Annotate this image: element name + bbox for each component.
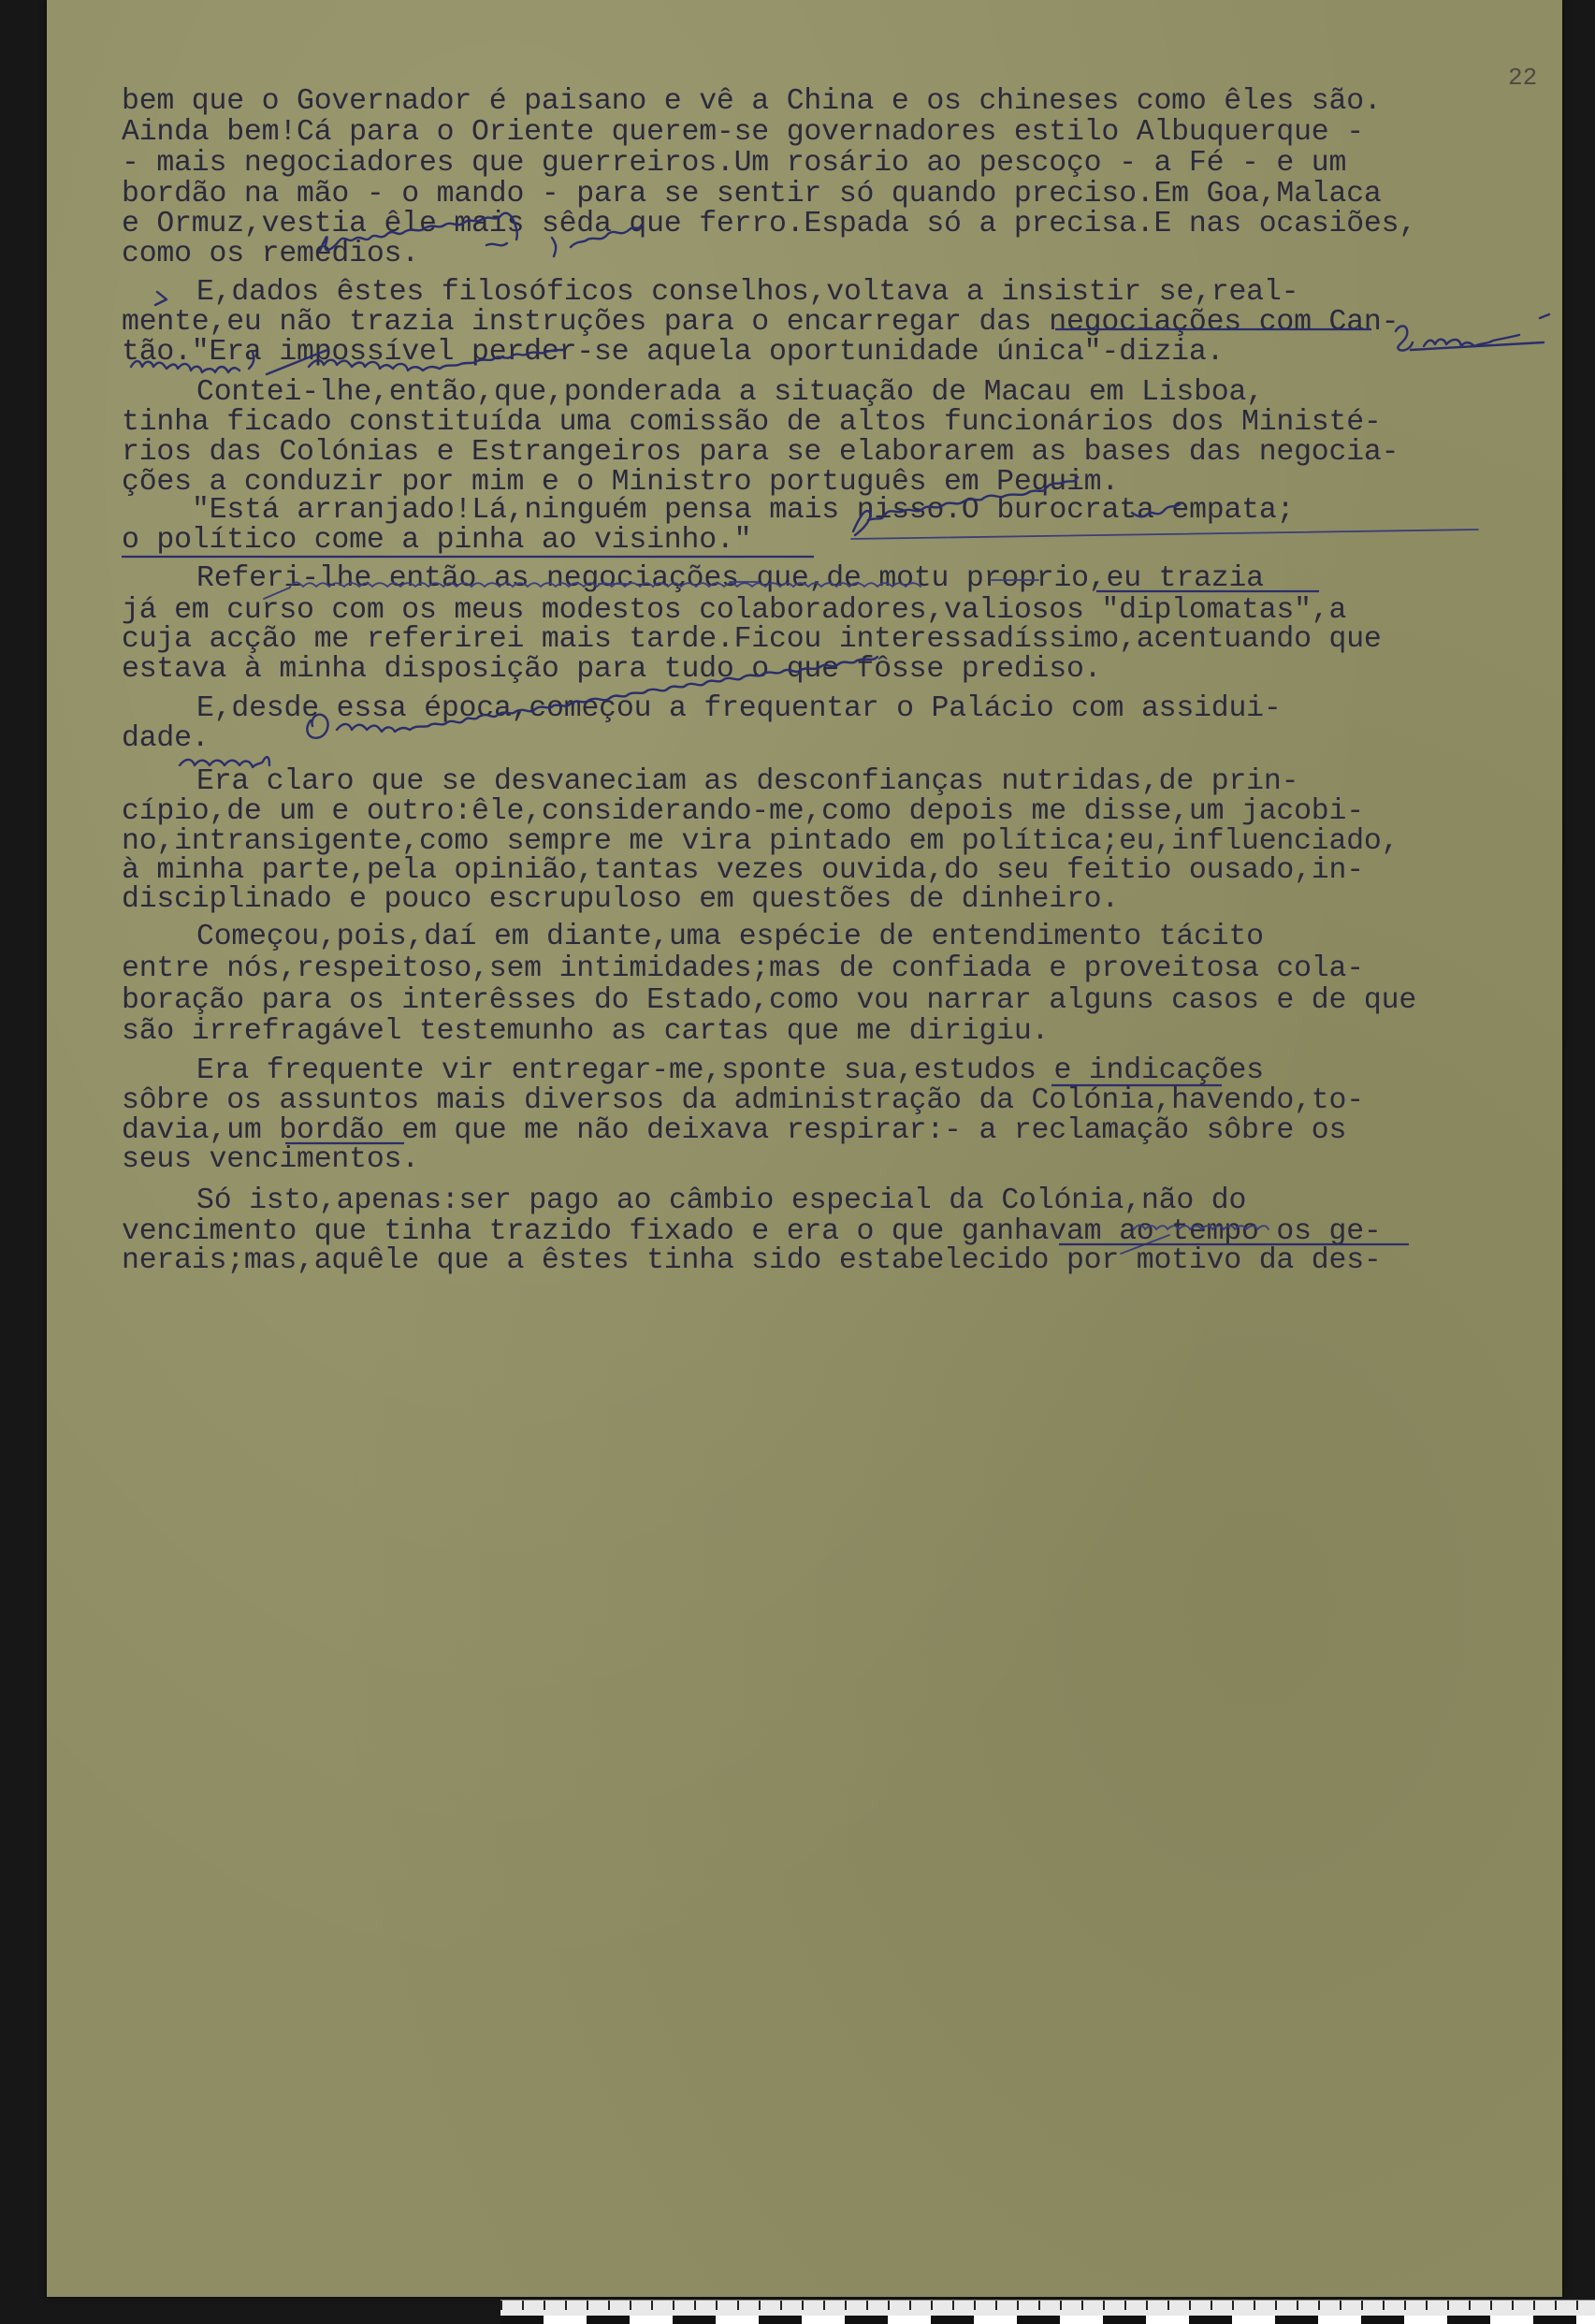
text-line: Contei-lhe,então,que,ponderada a situação de Macau em Lisboa, [196, 376, 1264, 409]
handwriting-note-2 [131, 326, 1544, 374]
text-line: disciplinado e pouco escrupuloso em questões de dinheiro. [122, 883, 1120, 916]
text-line: cípio,de um e outro:êle,considerando-me,como depois me disse,um jacobi- [122, 795, 1364, 828]
margin-mark [1540, 314, 1549, 318]
text-line: rios das Colónias e Estrangeiros para se elaborarem as bases das negocia- [122, 436, 1399, 469]
text-line: já em curso com os meus modestos colaboradores,valiosos "diplomatas",a [122, 594, 1347, 627]
text-line: tão."Era impossível perder-se aquela oportunidade única"-dizia. [122, 336, 1225, 369]
text-line: ções a conduzir por mim e o Ministro português em Pequim. [122, 466, 1120, 499]
text-line: tinha ficado constituída uma comissão de altos funcionários dos Ministé- [122, 406, 1382, 439]
text-line: nerais;mas,aquêle que a êstes tinha sido estabelecido por motivo da des- [122, 1244, 1382, 1277]
scale-ruler [500, 2300, 1595, 2324]
handwriting-note-6 [1121, 1225, 1269, 1254]
text-line: sôbre os assuntos mais diversos da administração da Colónia,havendo,to- [122, 1084, 1364, 1117]
handwriting-note-5 [180, 657, 877, 767]
text-line: são irrefragável testemunho as cartas que me dirigiu. [122, 1015, 1050, 1048]
text-line: Era claro que se desvaneciam as desconfianças nutridas,de prin- [196, 765, 1299, 798]
text-line: cuja acção me referirei mais tarde.Ficou interessadíssimo,acentuando que [122, 623, 1382, 656]
margin-mark [155, 292, 167, 305]
handwritten-annotations [47, 0, 1562, 2297]
text-line: dade. [122, 722, 210, 755]
text-line: Só isto,apenas:ser pago ao câmbio especial da Colónia,não do [196, 1184, 1247, 1217]
handwriting-note-4 [264, 580, 1038, 599]
handwriting-note-1 [320, 213, 642, 256]
text-line: entre nós,respeitoso,sem intimidades;mas de confiada e proveitosa cola- [122, 952, 1364, 985]
text-line: "Está arranjado!Lá,ninguém pensa mais nisso.O burocrata empata; [192, 494, 1295, 527]
text-line: - mais negociadores que guerreiros.Um rosário ao pescoço - a Fé - e um [122, 147, 1347, 180]
text-line: Referi-lhe então as negociações que,de motu proprio,eu trazia [196, 562, 1264, 595]
text-line: davia,um bordão em que me não deixava respirar:- a reclamação sôbre os [122, 1114, 1347, 1147]
text-line: bordão na mão - o mando - para se sentir só quando preciso.Em Goa,Malaca [122, 178, 1382, 211]
text-line: E,dados êstes filosóficos conselhos,voltava a insistir se,real- [196, 276, 1299, 309]
text-line: estava à minha disposição para tudo o que fôsse prediso. [122, 653, 1102, 686]
text-line: Começou,pois,daí em diante,uma espécie de entendimento tácito [196, 921, 1264, 953]
text-line: Ainda bem!Cá para o Oriente querem-se governadores estilo Albuquerque - [122, 116, 1364, 149]
page-number: 22 [1508, 64, 1538, 92]
text-line: vencimento que tinha trazido fixado e era o que ganhavam ao tempo os ge- [122, 1215, 1382, 1248]
text-line: boração para os interêsses do Estado,como vou narrar alguns casos e de que [122, 984, 1417, 1017]
text-line: o político come a pinha ao visinho." [122, 524, 752, 557]
text-line: bem que o Governador é paisano e vê a China e os chineses como êles são. [122, 85, 1382, 118]
underlines [122, 329, 1409, 1244]
text-line: Era frequente vir entregar-me,sponte sua,estudos e indicações [196, 1054, 1264, 1087]
ruler-ticks [500, 2301, 1595, 2310]
text-line: mente,eu não trazia instruções para o encarregar das negociações com Can- [122, 306, 1399, 339]
text-line: à minha parte,pela opinião,tantas vezes ouvida,do seu feitio ousado,in- [122, 854, 1364, 887]
text-line: como os remédios. [122, 238, 419, 270]
document-page [47, 0, 1562, 2297]
text-line: no,intransigente,como sempre me vira pintado em política;eu,influenciado, [122, 825, 1399, 858]
handwriting-note-3 [851, 477, 1478, 539]
text-line: seus vencimentos. [122, 1143, 419, 1176]
text-line: e Ormuz,vestia êle mais sêda que ferro.Espada só a precisa.E nas ocasiões, [122, 208, 1417, 240]
text-line: E,desde essa época,começou a frequentar o Palácio com assidui- [196, 692, 1282, 725]
